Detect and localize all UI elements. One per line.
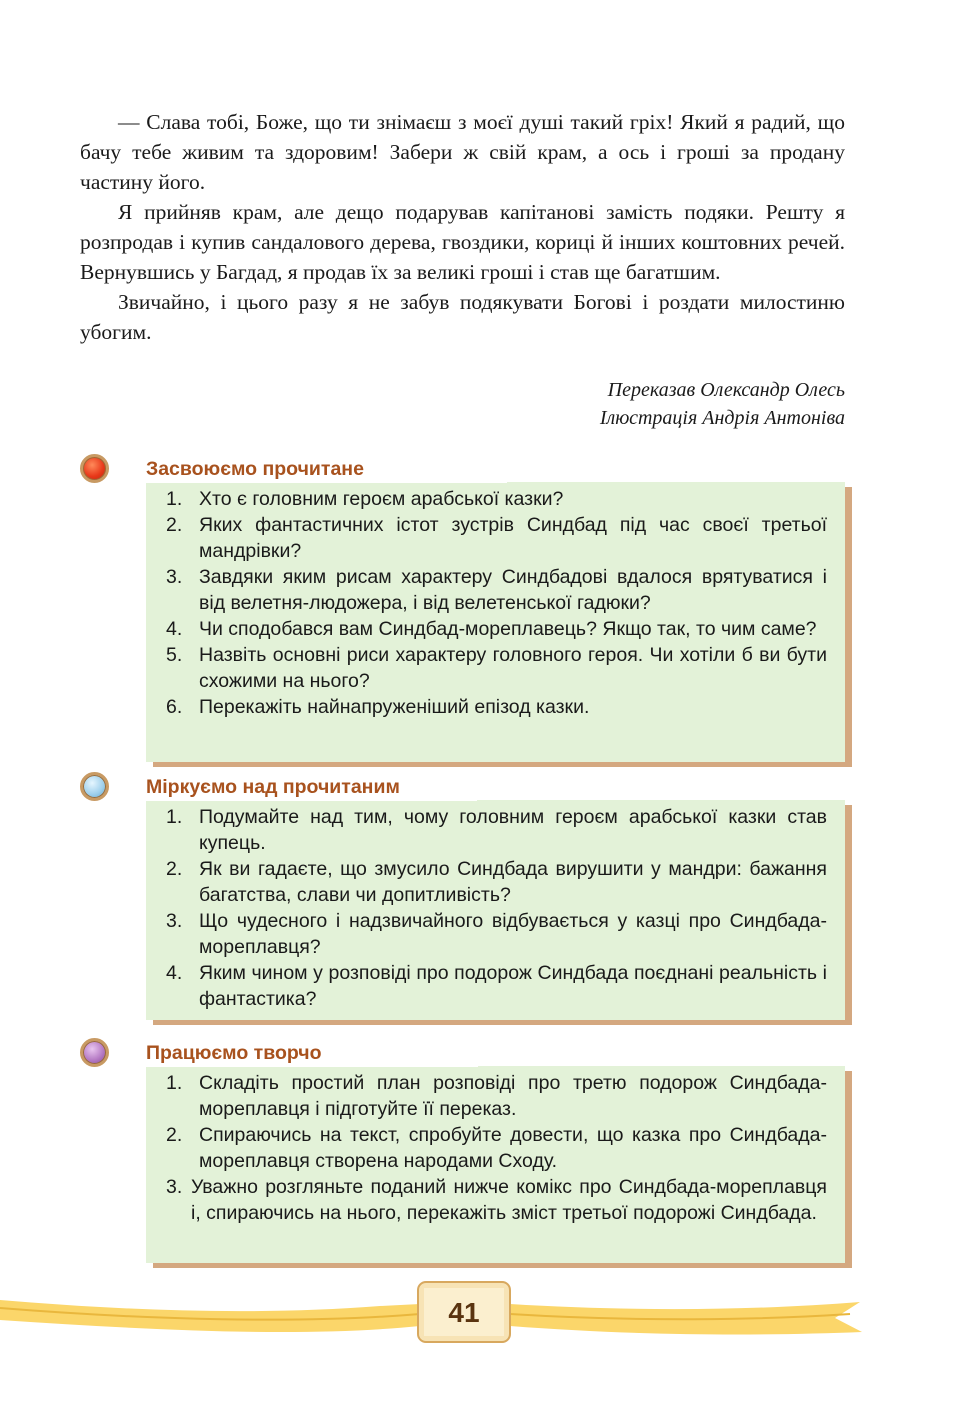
tasks-box [146, 1066, 845, 1263]
list-item: 3. Уважно розгляньте поданий нижче комікс про Синдбада-мореплавця і, спираючись на нього, перекажіть зміст третьої подорожі Синдбада. [166, 1176, 827, 1224]
illustration-by: Ілюстрація Андрія Антоніва [599, 407, 845, 429]
paragraph: — Слава тобі, Боже, що ти знімаєш з моєї душі такий гріх! Який я радий, що бачу тебе живим та здоровим! Забери ж свій крам, а ось і гроші за продану частину його. [80, 110, 845, 194]
paragraph: Звичайно, і цього разу я не забув подякувати Богові і роздати милостиню убогим. [80, 290, 845, 344]
list-item: 6. Перекажіть найнапруженіший епізод казки. [166, 696, 590, 718]
list-item: 1. Хто є головним героєм арабської казки? [166, 488, 564, 510]
list-item: 4. Чи сподобався вам Синдбад-мореплавець? Якщо так, то чим саме? [166, 618, 817, 640]
retold-by: Переказав Олександр Олесь [607, 379, 845, 401]
violet-bullet-icon [80, 1038, 109, 1067]
task-list [146, 1070, 845, 1226]
credits [600, 376, 845, 432]
section-title: Працюємо творчо [146, 1039, 478, 1067]
story-text [80, 107, 845, 347]
list-item: 2. Спираючись на текст, спробуйте довести, що казка про Синдбада-мореплавця створена народами Сходу. [166, 1124, 827, 1172]
page-number: 41 [448, 1297, 480, 1328]
questions-box [146, 482, 845, 762]
questions-box [146, 800, 845, 1020]
section-title: Засвоюємо прочитане [146, 455, 507, 483]
list-item: 2. Як ви гадаєте, що змусило Синдбада вирушити у мандри: бажання багатства, слави чи допитливість? [166, 858, 827, 906]
list-item: 3. Завдяки яким рисам характеру Синдбадові вдалося врятуватися і від велетня-людожера, і від велетенської гадюки? [166, 566, 827, 614]
list-item: 2. Яких фантастичних істот зустрів Синдбад під час своєї третьої мандрівки? [166, 514, 827, 562]
red-bullet-icon [80, 454, 109, 483]
paragraph: Я прийняв крам, але дещо подарував капітанові замість подяки. Решту я розпродав і купив сандалового дерева, гвоздики, кориці й інших коштовних речей. Вернувшись у Багдад, я продав їх за великі гроші і став ще багатшим. [80, 200, 845, 284]
blue-bullet-icon [80, 772, 109, 801]
list-item: 1. Складіть простий план розповіді про третю подорож Синдбада-мореплавця і підготуйте її переказ. [166, 1072, 827, 1120]
list-item: 5. Назвіть основні риси характеру головного героя. Чи хотіли б ви бути схожими на нього? [166, 644, 827, 692]
list-item: 4. Яким чином у розповіді про подорож Синдбада поєднані реальність і фантастика? [166, 962, 827, 1010]
section-title: Міркуємо над прочитаним [146, 773, 477, 801]
question-list [146, 486, 845, 720]
list-item: 3. Що чудесного і надзвичайного відбувається у казці про Синдбада-мореплавця? [166, 910, 827, 958]
list-item: 1. Подумайте над тим, чому головним героєм арабської казки став купець. [166, 806, 827, 854]
question-list [146, 804, 845, 1012]
